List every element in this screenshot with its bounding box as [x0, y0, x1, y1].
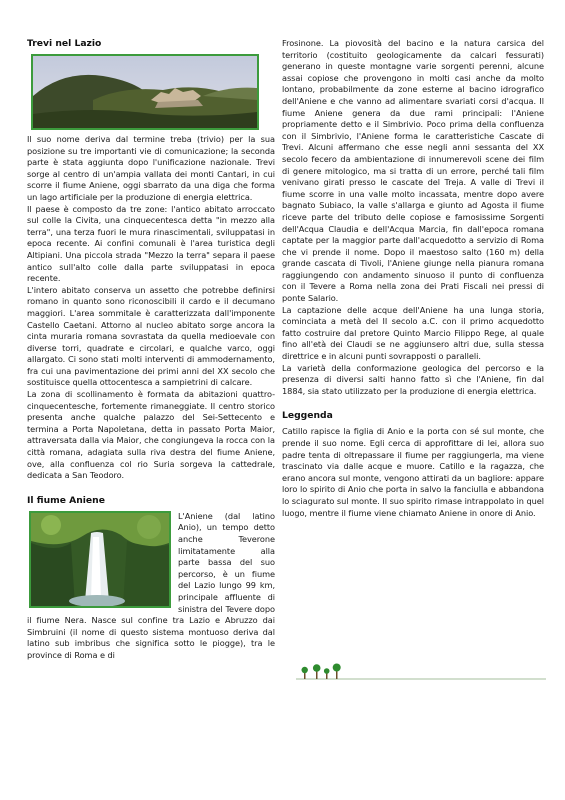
paragraph: L'Aniene (dal latino Anio), un tempo detto anche Teverone limitatamente alla parte bassa del suo percorso, è un fiume del Lazio lungo 99 km, principale affluente di sinistra del Tevere dopo il fiume Nera. Nasce sul confine tra Lazio e Abruzzo dai Simbruini (il nome di questo sistema montuoso deriva dal latino sub imbribus che significa sotto le piogge), tra le province di Roma e di — [27, 510, 275, 660]
trevi-landscape-image — [33, 56, 257, 128]
waterfall-image — [31, 513, 169, 606]
section-title-legend: Leggenda — [282, 410, 333, 422]
paragraph: La captazione delle acque dell'Aniene ha una lunga storia, cominciata a metà del II secolo a.C. con il primo acquedotto fatto costruire dal pretore Quinto Marcio Filippo Rege, al quale fino all'età dei Claudi se ne aggiunsero altri due, sulla stessa direttrice e in alcuni punti sovrapposti o paralleli. — [282, 304, 544, 362]
paragraph: Frosinone. La piovosità del bacino e la natura carsica del territorio (costituito geologicamente da calcari fessurati) generano in queste montagne varie sorgenti perenni, alcune assai copiose che provengono in molti casi anche da molto lontano, probabilmente da zone esterne al bacino idrografico dell'Aniene e che vanno ad alimentare svariati corsi d'acqua. Il fiume Aniene genera da due rami principali: l'Aniene propriamente detto e il Simbrivio. Poco prima della confluenza con il Simbrivio, l'Aniene forma le caratteristiche Cascate di Trevi. Alcuni affermano che esse negli anni sessanta del XX secolo fecero da ambientazione di innumerevoli scene dei film di genere mitologico, ma si tratta di un errore, perché tali film venivano girati presso le cascate del Treja. A valle di Trevi il fiume scorre in una valle molto incassata, mentre dopo avere bagnato Subiaco, la valle s'allarga e giunto ad Agosta il fiume riceve parte del tributo delle copiose e famosissime Sorgenti dell'Acqua Claudia e dell'Acqua Marcia, fin dall'epoca romana captate per la maggior parte dall'acquedotto a servizio di Roma che vi prende il nome. Dopo il maestoso salto (160 m) della grande cascata di Tivoli, l'Aniene giunge nella pianura romana raggiungendo con andamento sinuoso il punto di confluenza con il Tevere a Roma nella zona dei Prati Fiscali nei pressi di ponte Salario. — [282, 38, 544, 304]
paragraph: Il suo nome deriva dal termine treba (trivio) per la sua posizione su tre importanti vie di comunicazione; la seconda parte è stata aggiunta dopo l'unificazione nazionale. Trevi sorge al centro di un'ampia vallata dei monti Cantari, in cui scorre il fiume Aniene, oggi sbarrato da una diga che forma un lago artificiale per la produzione di energia elettrica. — [27, 134, 275, 202]
paragraph: L'intero abitato conserva un assetto che potrebbe definirsi romano in quanto sono riconoscibili il cardo e il decumano maggiori. L'area sommitale è caratterizzata dall'imponente Castello Caetani. Attorno al nucleo abitato sorge ancora la cinta muraria romana sovrastata da quella medioevale con diverse torri, quadrate e circolari, e qualche varco, oggi allargato. Ci sono stati molti interventi di ammodernamento, fra cui una pavimentazione dei primi anni del XX secolo che sostituisce quella ottocentesca a sampietrini di calcare. — [27, 284, 275, 388]
section-title-aniene: Il fiume Aniene — [27, 494, 105, 506]
paragraph: Catillo rapisce la figlia di Anio e la porta con sé sul monte, che prende il suo nome. Egli cerca di approfittare di lei, allora suo padre tenta di oltrepassare il fiume per raggiungerla, ma viene trascinato via dalle acque e muore. Catillo e la ragazza, che erano ancora sul monte, vengono attirati da un bagliore: appare loro lo spirito di Anio che porta in salvo la fanciulla e abbandona lo sciagurato sul monte. Il suo spirito rimase intrappolato in quel luogo, mentre il fiume viene chiamato Aniene in onore di Anio. — [282, 426, 544, 518]
trevi-landscape-photo — [31, 54, 259, 130]
left-column — [27, 38, 275, 662]
waterfall-photo — [29, 511, 171, 608]
section-title-trevi: Trevi nel Lazio — [27, 38, 102, 49]
paragraph: Il paese è composto da tre zone: l'antico abitato arroccato sul colle la Civita, una cinquecentesca detta "in mezzo alla terra", una terza fuori le mura rinascimentali, sviluppatasi in epoca recente. Ai confini comunali è l'area turistica degli Altipiani. Una piccola strada "Mezzo la terra" separa il paese antico sull'alto colle dalla parte sviluppatasi in epoca recente. — [27, 203, 275, 284]
paragraph: La varietà della conformazione geologica del percorso e la presenza di diversi salti hanno fatto sì che l'Aniene, fin dal 1884, sia stato utilizzato per la produzione di energia elettrica. — [282, 362, 544, 396]
paragraph: La zona di scollinamento è formata da abitazioni quattro-cinquecentesche, fortemente rimaneggiate. Il centro storico presenta anche qualche palazzo del Sei-Settecento e termina a Porta Napoletana, detta in passato Porta Maior, attraversata dalla via Maior, che congiungeva la rocca con la città romana, adagiata sulla riva destra del fiume Aniene, ove, alla confluenza col rio Suria sorgeva la cattedrale, dedicata a San Teodoro. — [27, 389, 275, 481]
tree-line-decoration — [296, 662, 546, 682]
right-column — [282, 38, 544, 519]
